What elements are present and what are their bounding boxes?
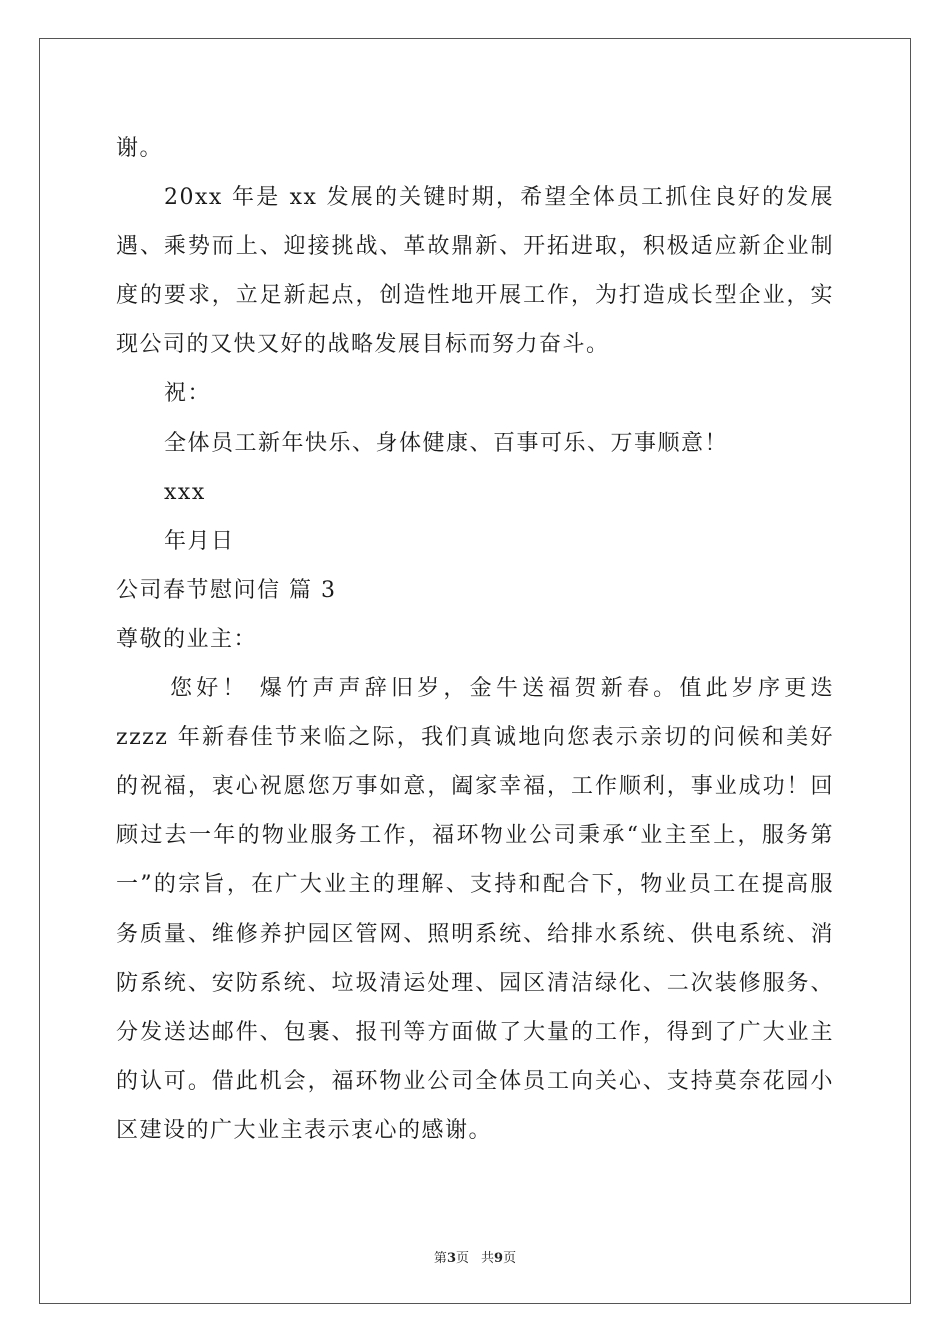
page-footer [0,1247,950,1266]
paragraph-first-line: 您好！ 爆竹声声辞旧岁，金牛送福贺新春。值此岁序更迭 [170,676,834,702]
current-page-number: 3 [446,1251,456,1266]
salutation-line: 祝： [164,381,212,407]
text-line: 遇、乘势而上、迎接挑战、革故鼎新、开拓进取，积极适应新企业制 [116,234,834,260]
total-prefix: 共 [481,1251,495,1266]
text-line: 现公司的又快又好的战略发展目标而努力奋斗。 [116,332,610,358]
date-line: 年月日 [164,528,235,554]
paragraph-first-line: 20xx 年是 xx 发展的关键时期，希望全体员工抓住良好的发展 [164,185,834,211]
text-line: 分发送达邮件、包裹、报刊等方面做了大量的工作，得到了广大业主 [116,1019,834,1045]
text-line: 防系统、安防系统、垃圾清运处理、园区清洁绿化、二次装修服务、 [116,970,834,996]
text-line: 顾过去一年的物业服务工作，福环物业公司秉承“业主至上，服务第 [116,823,834,849]
signature-line: xxx [164,479,206,505]
document-body [116,124,834,1155]
total-suffix: 页 [503,1251,517,1266]
text-line: 务质量、维修养护园区管网、照明系统、给排水系统、供电系统、消 [116,921,834,947]
blessing-line: 全体员工新年快乐、身体健康、百事可乐、万事顺意！ [164,430,729,456]
text-line: 的认可。借此机会，福环物业公司全体员工向关心、支持莫奈花园小 [116,1068,834,1094]
section-heading: 公司春节慰问信 篇 3 [116,577,337,603]
page-suffix: 页 [455,1251,469,1266]
text-line: zzzz 年新春佳节来临之际，我们真诚地向您表示亲切的问候和美好 [116,725,834,751]
greeting-line: 尊敬的业主： [116,626,258,652]
text-line: 的祝福，衷心祝愿您万事如意，阖家幸福，工作顺利，事业成功！回 [116,774,834,800]
total-page-number: 9 [494,1251,504,1266]
text-line: 一”的宗旨，在广大业主的理解、支持和配合下，物业员工在提高服 [116,872,834,898]
page-prefix: 第 [433,1251,447,1266]
text-line: 谢。 [116,136,164,161]
text-line: 区建设的广大业主表示衷心的感谢。 [116,1117,493,1143]
text-line: 度的要求，立足新起点，创造性地开展工作，为打造成长型企业，实 [116,283,834,309]
